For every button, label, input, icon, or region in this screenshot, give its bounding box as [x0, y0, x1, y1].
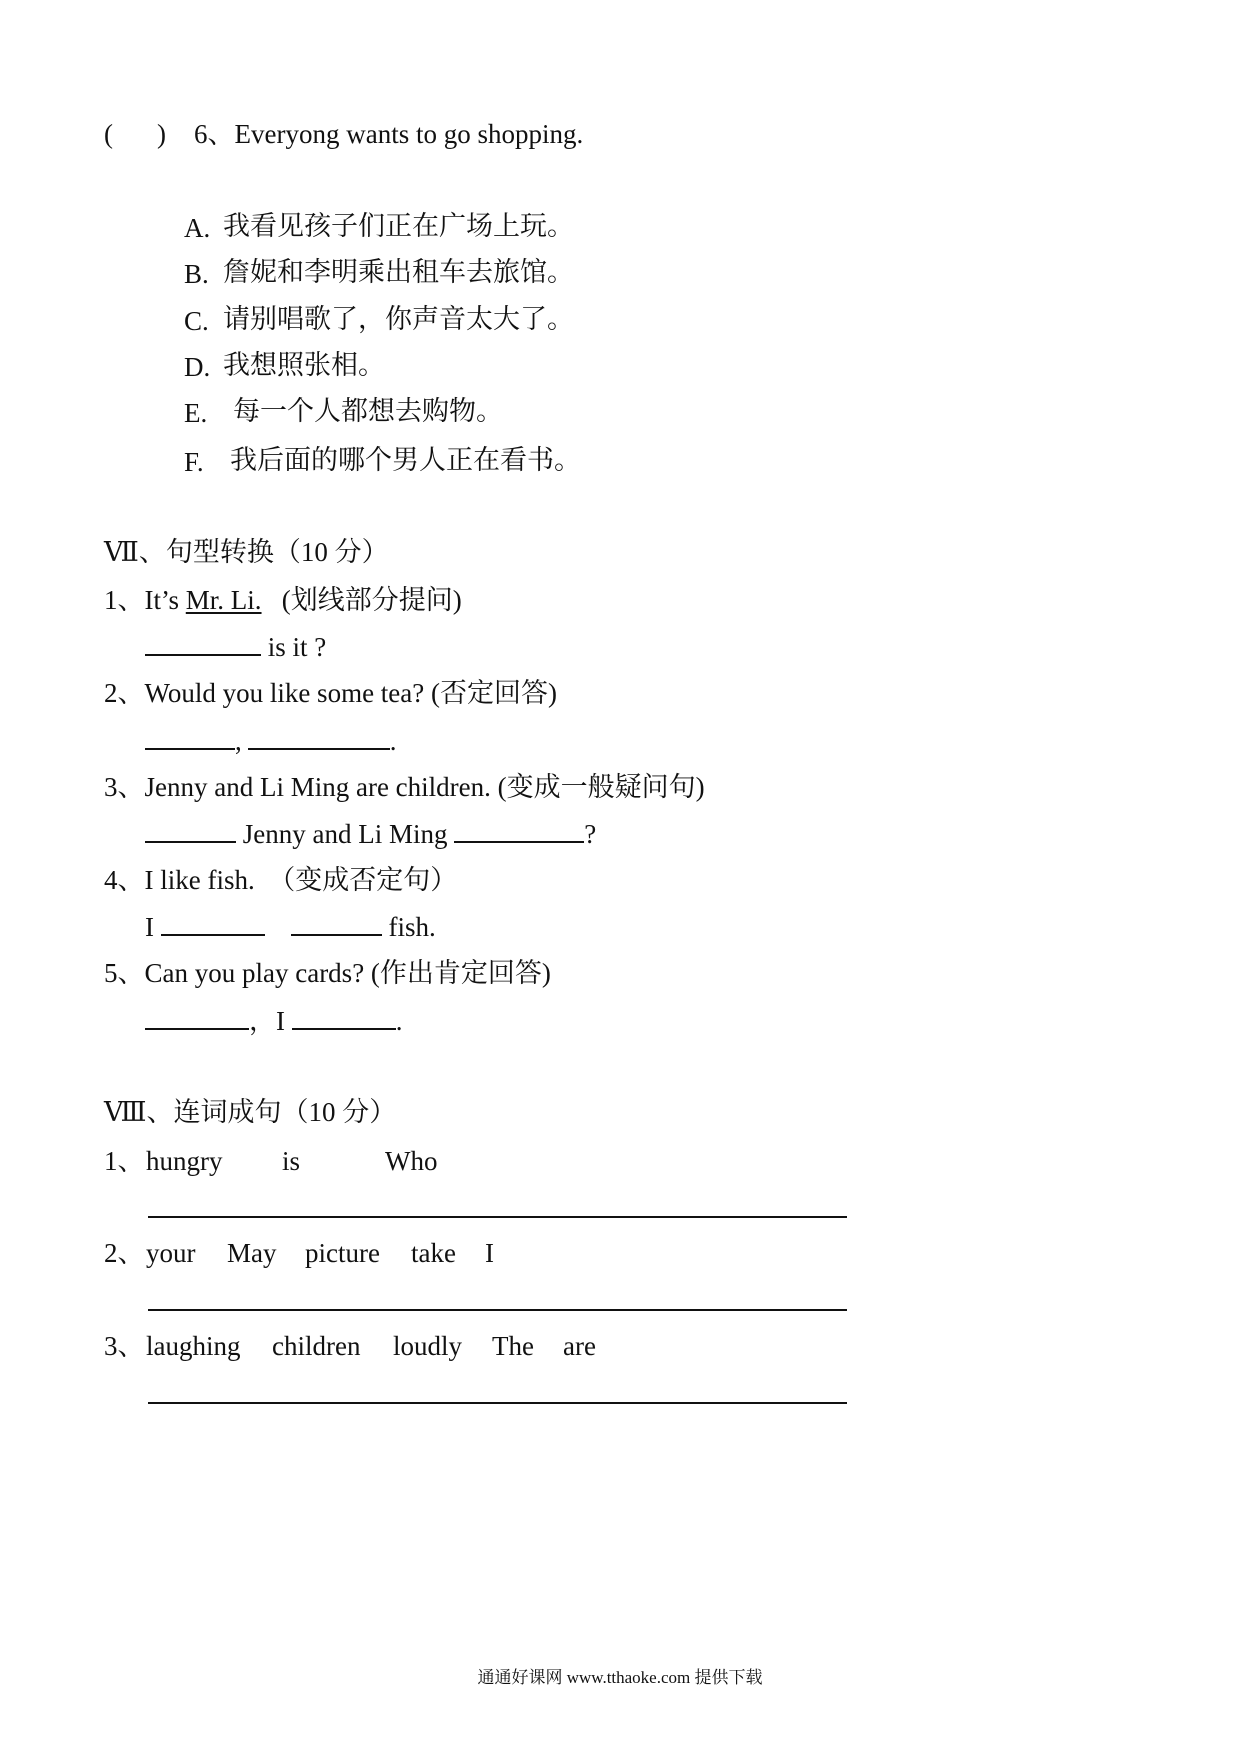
s7-q1-pre: 1、It’s — [104, 585, 186, 615]
s7-q1-underlined: Mr. Li. — [185, 585, 262, 615]
s8-word: are — [563, 1331, 596, 1361]
s7-q4-answer — [145, 914, 436, 941]
s8-item-1 — [104, 1148, 145, 1175]
s7-q5-mid: ，I — [249, 1006, 292, 1036]
s8-word: picture — [305, 1238, 380, 1268]
section8-heading: Ⅷ、连词成句（10 分） — [104, 1097, 397, 1127]
option-a-text: 我看见孩子们正在广场上玩。 — [223, 211, 574, 241]
s8-item-2 — [104, 1240, 145, 1267]
s8-word: The — [492, 1331, 534, 1361]
option-f-text: 我后面的哪个男人正在看书。 — [230, 445, 581, 475]
s7-q4-lead: I — [145, 912, 161, 942]
s7-q1-answer — [145, 634, 326, 661]
s8-item-1-num: 1、 — [104, 1146, 145, 1176]
s8-word: loudly — [393, 1331, 463, 1361]
s7-q5: 5、Can you play cards? (作出肯定回答) — [104, 958, 551, 988]
answer-blank[interactable] — [145, 840, 236, 843]
option-a-letter: A. — [184, 213, 211, 243]
q6-text: 6、Everyong wants to go shopping. — [194, 119, 584, 149]
answer-blank[interactable] — [145, 653, 261, 656]
s8-word: your — [146, 1238, 196, 1268]
s7-q3-mid: Jenny and Li Ming — [236, 819, 455, 849]
s8-word: Who — [385, 1146, 438, 1176]
s8-word: May — [227, 1238, 277, 1268]
footer-text: 通通好课网 www.tthaoke.com 提供下载 — [477, 1668, 763, 1687]
s8-word: laughing — [146, 1331, 241, 1361]
s7-q3-answer — [145, 821, 596, 848]
answer-blank[interactable] — [161, 933, 265, 936]
option-e-text: 每一个人都想去购物。 — [233, 396, 503, 426]
answer-blank[interactable] — [145, 1027, 249, 1030]
s8-item-3 — [104, 1333, 145, 1360]
option-f-letter: F. — [184, 447, 204, 477]
s7-q1-post: (划线部分提问) — [261, 585, 462, 615]
answer-blank[interactable] — [292, 1027, 396, 1030]
s7-q4-end: fish. — [381, 912, 436, 942]
s7-q1 — [104, 587, 462, 614]
answer-line[interactable] — [148, 1402, 847, 1404]
s8-word: take — [411, 1238, 456, 1268]
s7-q2-comma: , — [235, 726, 242, 756]
option-c-text: 请别唱歌了，你声音太大了。 — [223, 304, 574, 334]
s7-q1-answer-tail: is it ? — [261, 632, 327, 662]
s7-q2: 2、Would you like some tea? (否定回答) — [104, 678, 557, 708]
answer-blank[interactable] — [454, 840, 584, 843]
q6-paren-open: ( — [104, 119, 113, 149]
option-c-letter: C. — [184, 306, 209, 336]
option-d-text: 我想照张相。 — [223, 350, 385, 380]
answer-blank[interactable] — [248, 747, 390, 750]
answer-line[interactable] — [148, 1309, 847, 1311]
answer-line[interactable] — [148, 1216, 847, 1218]
s8-word: is — [282, 1146, 301, 1176]
s8-item-2-num: 2、 — [104, 1238, 145, 1268]
s8-item-3-num: 3、 — [104, 1331, 145, 1361]
q6-paren-close: ) — [157, 119, 166, 149]
s7-q3-end: ? — [584, 819, 597, 849]
s8-word: children — [272, 1331, 361, 1361]
option-d-letter: D. — [184, 352, 211, 382]
s7-q5-end: . — [395, 1006, 403, 1036]
s7-q2-answer — [145, 728, 397, 755]
section7-heading: Ⅶ、句型转换（10 分） — [104, 537, 389, 567]
s7-q3: 3、Jenny and Li Ming are children. (变成一般疑问句) — [104, 772, 705, 802]
s8-word: I — [485, 1238, 494, 1268]
answer-blank[interactable] — [291, 933, 382, 936]
s7-q5-answer — [145, 1008, 403, 1035]
option-b-letter: B. — [184, 259, 209, 289]
option-b-text: 詹妮和李明乘出租车去旅馆。 — [223, 257, 574, 287]
s7-q2-period: . — [389, 726, 397, 756]
option-e-letter: E. — [184, 398, 208, 428]
s8-word: hungry — [146, 1146, 223, 1176]
answer-blank[interactable] — [145, 747, 235, 750]
s7-q4: 4、I like fish. （变成否定句） — [104, 865, 458, 895]
